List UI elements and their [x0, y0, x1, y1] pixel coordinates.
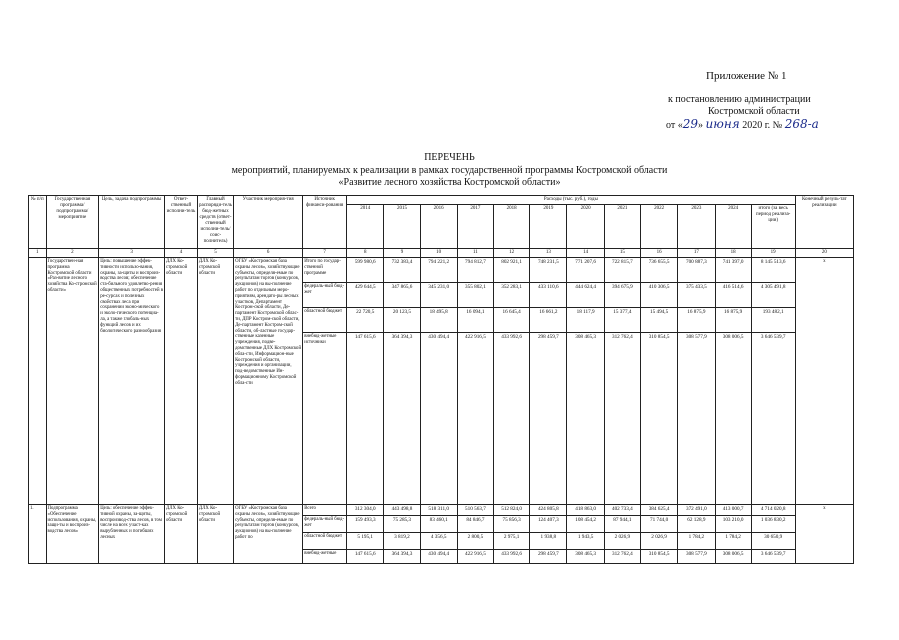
col-number: 2: [46, 249, 99, 258]
col-number: 5: [197, 249, 233, 258]
value-cell: 402 733,4: [604, 505, 640, 516]
value-cell: 422 916,5: [457, 333, 493, 505]
decree-line-1: к постановлению администрации: [668, 94, 811, 105]
value-cell: 424 805,8: [530, 505, 567, 516]
value-cell: 308 465,3: [567, 333, 604, 505]
value-cell: 71 744,0: [640, 516, 677, 533]
value-cell: 794 812,7: [457, 258, 493, 283]
value-cell: 748 231,5: [530, 258, 567, 283]
col-number: 18: [715, 249, 751, 258]
value-cell: 2 026,9: [604, 533, 640, 550]
source-name: внебюд-жетные: [303, 550, 347, 564]
table-header-row-1: [29, 196, 854, 205]
value-cell: 312 762,4: [604, 550, 640, 564]
value-cell: 84 846,7: [457, 516, 493, 533]
header-year: 2018: [494, 205, 530, 249]
value-cell: 75 285,3: [384, 516, 420, 533]
value-cell: 430 494,4: [420, 333, 457, 505]
decree-line-2: Костромской области: [708, 106, 800, 117]
value-cell: 741 397,0: [715, 258, 751, 283]
total-cell: 193 482,1: [751, 308, 795, 333]
header-year: 2019: [530, 205, 567, 249]
col-number: 8: [347, 249, 384, 258]
value-cell: 413 000,7: [715, 505, 751, 516]
header-year: 2017: [457, 205, 493, 249]
col-number: 1: [29, 249, 47, 258]
row-program: Подпрограмма «Обеспечение использования, охраны, защи-ты и воспроиз-водства лесов»: [46, 505, 99, 564]
value-cell: 512 824,0: [494, 505, 530, 516]
value-cell: 416 514,6: [715, 283, 751, 308]
table-row: [29, 258, 854, 283]
value-cell: 355 802,1: [457, 283, 493, 308]
value-cell: 2 026,9: [640, 533, 677, 550]
header-year: 2015: [384, 205, 420, 249]
col-number: 6: [234, 249, 303, 258]
header-manager: Главный распоряди-тель бюд-жетных средств (ответ-ственный исполни-тель/соис-полнитель): [197, 196, 233, 249]
row-responsible: ДЛХ Ко-стромской области: [165, 505, 198, 564]
row-program: Государствен-ная программа Костромской области «Раз-витие лесного хозяйства Ко-стромской области»: [46, 258, 99, 505]
header-program: Государственная программа/ подпрограмма/ мероприятие: [46, 196, 99, 249]
value-cell: 364 394,3: [384, 333, 420, 505]
row-manager: ДЛХ Ко-стромской области: [197, 258, 233, 505]
row-result: х: [795, 258, 853, 505]
value-cell: 3 819,2: [384, 533, 420, 550]
col-number: 3: [99, 249, 165, 258]
header-year: 2022: [640, 205, 677, 249]
value-cell: 1 784,2: [678, 533, 715, 550]
total-cell: 3 646 539,7: [751, 550, 795, 564]
row-participant: ОГБУ «Костромская база охраны лесов», хозяйствующие субъекты, определя-емые по результатам торгов (конкурсов, аукционов) на вы-полнение работ по: [234, 505, 303, 564]
value-cell: 510 563,7: [457, 505, 493, 516]
value-cell: 736 655,5: [640, 258, 677, 283]
value-cell: 384 625,4: [640, 505, 677, 516]
decree-date-line: [666, 118, 819, 132]
row-num: 1.: [29, 505, 47, 564]
header-result: Конечный резуль-тат реализации: [795, 196, 853, 249]
value-cell: 103 210,0: [715, 516, 751, 533]
source-name: Итого по государ-ственной программе: [303, 258, 347, 283]
col-number: 19: [751, 249, 795, 258]
value-cell: 4 356,5: [420, 533, 457, 550]
value-cell: 124 407,3: [530, 516, 567, 533]
row-participant: ОГБУ «Костромская база охраны лесов», хозяйствующие субъекты, определя-емые по результатам торгов (конкурсов, аукционов) на вы-полнение работ по отдельным меро-приятиям, арендато-ры лесных участков, Департамент Костром-ской области, Де-партамент Костромской облас-ти, ДПР Костром-ской области, Де-партамент Костром-ской области, об-ластные государ-ственные казенные учреждения, подве-домственные ДЛХ Костромской обла-сти, Информацион-ные Костромской области, учреждения и организации, под-ведомственные Ин-формационному Костромской обла-сти: [234, 258, 303, 505]
date-year: 2020 г. №: [742, 120, 783, 131]
value-cell: 2 975,1: [494, 533, 530, 550]
document-title: ПЕРЕЧЕНЬ: [424, 152, 475, 163]
value-cell: 159 493,3: [347, 516, 384, 533]
value-cell: 1 943,5: [567, 533, 604, 550]
value-cell: 345 231,0: [420, 283, 457, 308]
header-expenses: Расходы (тыс. руб.), годы: [347, 196, 796, 205]
col-number: 10: [420, 249, 457, 258]
col-number: 14: [567, 249, 604, 258]
value-cell: 433 992,6: [494, 550, 530, 564]
value-cell: 16 875,9: [715, 308, 751, 333]
document-subtitle-2: «Развитие лесного хозяйства Костромской области»: [338, 177, 561, 188]
value-cell: 15 494,5: [640, 308, 677, 333]
value-cell: 18 495,8: [420, 308, 457, 333]
value-cell: 771 207,6: [567, 258, 604, 283]
value-cell: 433 110,6: [530, 283, 567, 308]
value-cell: 430 494,4: [420, 550, 457, 564]
total-cell: 4 714 020,8: [751, 505, 795, 516]
document-subtitle-1: мероприятий, планируемых к реализации в рамках государственной программы Костромской области: [231, 165, 668, 176]
source-name: областной бюджет: [303, 308, 347, 333]
header-year: 2021: [604, 205, 640, 249]
value-cell: 308 577,9: [678, 333, 715, 505]
header-total: итого (за весь период реализа-ции): [751, 205, 795, 249]
col-number: 13: [530, 249, 567, 258]
row-goal: Цель: повышение эффек-тивности использо-вания, охраны, за-щиты и воспроиз-водства лесов; обеспечение ста-бильного удовлетво-рения общественных потребностей в ре-сурсах и полезных свойствах леса при сохранении эконо-мического и эколо-гического потенциа-ла, а также глобаль-ных функций лесов и их биологического разнообразия: [99, 258, 165, 505]
total-cell: 30 650,9: [751, 533, 795, 550]
table-row: [29, 505, 854, 516]
value-cell: 433 992,6: [494, 333, 530, 505]
value-cell: 62 128,9: [678, 516, 715, 533]
doc-number-handwritten: 268-а: [784, 117, 819, 131]
col-number: 16: [640, 249, 677, 258]
row-num: [29, 258, 47, 505]
col-number: 9: [384, 249, 420, 258]
value-cell: 410 306,5: [640, 283, 677, 308]
value-cell: 83 460,1: [420, 516, 457, 533]
header-year: 2024: [715, 205, 751, 249]
value-cell: 312 304,0: [347, 505, 384, 516]
value-cell: 2 800,5: [457, 533, 493, 550]
source-name: областной бюджет: [303, 533, 347, 550]
value-cell: 87 944,1: [604, 516, 640, 533]
value-cell: 16 094,1: [457, 308, 493, 333]
value-cell: 108 454,2: [567, 516, 604, 533]
row-goal: Цель: обеспечение эффек-тивной охраны, за-щиты, воспроизвод-ства лесов, в том числе на всех участ-ках вырубленных и погибших лесных: [99, 505, 165, 564]
header-goal: Цель, задача подпрограммы: [99, 196, 165, 249]
source-name: федераль-ный бюд-жет: [303, 516, 347, 533]
value-cell: 308 465,3: [567, 550, 604, 564]
value-cell: 18 117,9: [567, 308, 604, 333]
value-cell: 794 221,2: [420, 258, 457, 283]
value-cell: 722 815,7: [604, 258, 640, 283]
value-cell: 418 863,0: [567, 505, 604, 516]
value-cell: 298 459,7: [530, 333, 567, 505]
col-number: 12: [494, 249, 530, 258]
value-cell: 298 459,7: [530, 550, 567, 564]
value-cell: 5 195,1: [347, 533, 384, 550]
col-number: 7: [303, 249, 347, 258]
value-cell: 394 675,9: [604, 283, 640, 308]
value-cell: 16 645,4: [494, 308, 530, 333]
header-source: Источник финанси-рования: [303, 196, 347, 249]
header-year: 2016: [420, 205, 457, 249]
header-participant: Участник мероприя-тия: [234, 196, 303, 249]
total-cell: 1 036 830,2: [751, 516, 795, 533]
value-cell: 347 865,6: [384, 283, 420, 308]
col-number: 4: [165, 249, 198, 258]
source-name: федераль-ный бюд-жет: [303, 283, 347, 308]
header-responsible: Ответ-ственный исполни-тель: [165, 196, 198, 249]
column-number-row: [29, 249, 854, 258]
value-cell: 308 006,5: [715, 333, 751, 505]
value-cell: 422 916,5: [457, 550, 493, 564]
value-cell: 364 394,3: [384, 550, 420, 564]
value-cell: 1 938,8: [530, 533, 567, 550]
value-cell: 310 854,5: [640, 550, 677, 564]
value-cell: 22 720,5: [347, 308, 384, 333]
total-cell: 3 646 539,7: [751, 333, 795, 505]
value-cell: 443 498,8: [384, 505, 420, 516]
header-year: 2020: [567, 205, 604, 249]
row-manager: ДЛХ Ко-стромской области: [197, 505, 233, 564]
value-cell: 16 875,9: [678, 308, 715, 333]
source-name: внебюд-жетные источники: [303, 333, 347, 505]
total-cell: 8 145 513,6: [751, 258, 795, 283]
col-number: 17: [678, 249, 715, 258]
value-cell: 518 311,0: [420, 505, 457, 516]
col-number: 20: [795, 249, 853, 258]
header-num: № п/п: [29, 196, 47, 249]
value-cell: 429 644,5: [347, 283, 384, 308]
date-prefix: от «: [666, 120, 683, 131]
value-cell: 700 887,3: [678, 258, 715, 283]
value-cell: 16 661,2: [530, 308, 567, 333]
header-year: 2023: [678, 205, 715, 249]
total-cell: 4 305 491,8: [751, 283, 795, 308]
value-cell: 308 006,5: [715, 550, 751, 564]
date-sep: »: [698, 120, 704, 131]
value-cell: 444 624,4: [567, 283, 604, 308]
value-cell: 599 980,6: [347, 258, 384, 283]
value-cell: 20 123,5: [384, 308, 420, 333]
value-cell: 15 377,4: [604, 308, 640, 333]
value-cell: 732 383,4: [384, 258, 420, 283]
value-cell: 308 577,9: [678, 550, 715, 564]
date-day-handwritten: 29: [682, 117, 699, 131]
value-cell: 1 784,2: [715, 533, 751, 550]
value-cell: 802 921,1: [494, 258, 530, 283]
row-result: х: [795, 505, 853, 564]
col-number: 15: [604, 249, 640, 258]
value-cell: 372 491,0: [678, 505, 715, 516]
header-year: 2014: [347, 205, 384, 249]
date-month-handwritten: июня: [705, 117, 740, 131]
value-cell: 352 283,1: [494, 283, 530, 308]
source-name: Всего: [303, 505, 347, 516]
activities-table: [28, 195, 854, 564]
value-cell: 310 854,5: [640, 333, 677, 505]
row-responsible: ДЛХ Ко-стромской области: [165, 258, 198, 505]
value-cell: 147 615,6: [347, 333, 384, 505]
value-cell: 75 856,3: [494, 516, 530, 533]
appendix-label: Приложение № 1: [706, 70, 787, 82]
value-cell: 312 762,4: [604, 333, 640, 505]
value-cell: 147 615,6: [347, 550, 384, 564]
col-number: 11: [457, 249, 493, 258]
value-cell: 375 433,5: [678, 283, 715, 308]
